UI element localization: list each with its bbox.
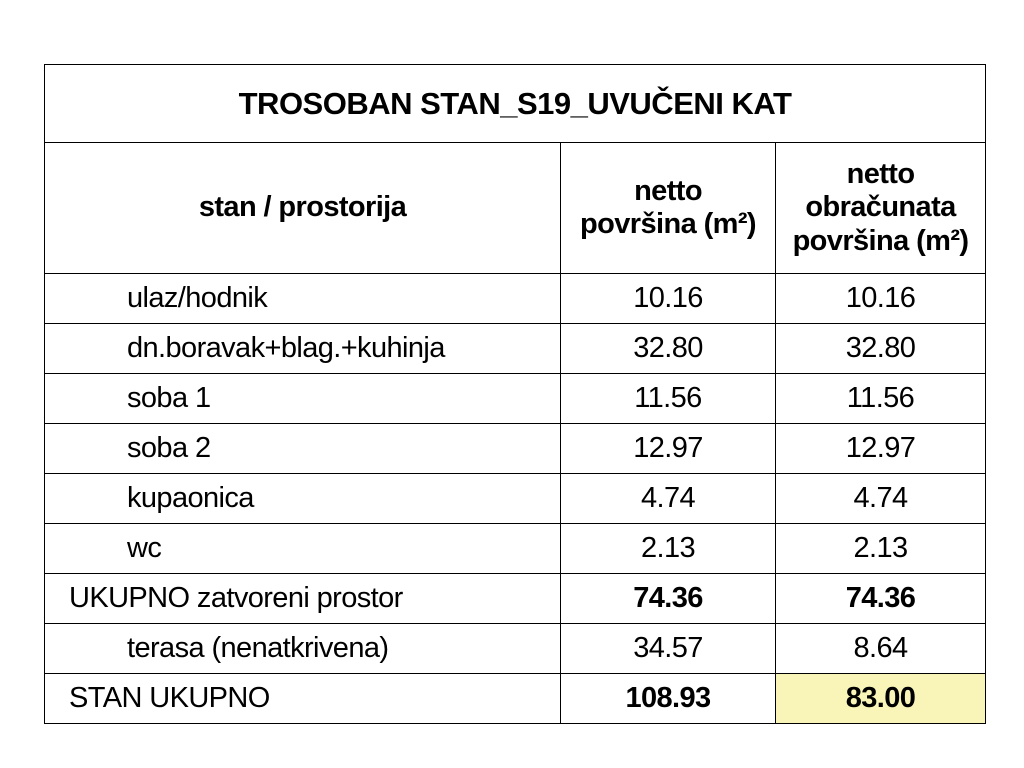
net-area-value: 12.97 [561,424,776,474]
header-net-area-line-2: površina (m²) [580,208,756,240]
room-name: ulaz/hodnik [45,274,561,324]
subtotal-calc-area: 74.36 [776,574,986,624]
header-room: stan / prostorija [45,143,561,274]
table-row [45,474,986,524]
header-net-calc-area-line-3: površina (m²) [792,224,969,257]
calc-area-value: 32.80 [776,324,986,374]
net-area-value: 32.80 [561,324,776,374]
subtotal-row [45,574,986,624]
table-row [45,274,986,324]
room-name: wc [45,524,561,574]
table-row [45,324,986,374]
grand-total-row [45,674,986,724]
net-area-value: 10.16 [561,274,776,324]
calc-area-value: 4.74 [776,474,986,524]
header-net-calc-area [776,143,986,274]
subtotal-label: UKUPNO zatvoreni prostor [45,574,561,624]
header-net-calc-area-line-2: obračunata [805,191,956,224]
room-name: kupaonica [45,474,561,524]
net-area-value: 34.57 [561,624,776,674]
calc-area-value: 12.97 [776,424,986,474]
table-row [45,524,986,574]
table-header-row [45,143,986,274]
calc-area-value: 2.13 [776,524,986,574]
net-area-value: 2.13 [561,524,776,574]
table-title: TROSOBAN STAN_S19_UVUČENI KAT [45,65,986,143]
net-area-value: 4.74 [561,474,776,524]
table-row [45,624,986,674]
table-title-row [45,65,986,143]
grand-total-calc-area: 83.00 [776,674,986,724]
grand-total-net-area: 108.93 [561,674,776,724]
calc-area-value: 11.56 [776,374,986,424]
net-area-value: 11.56 [561,374,776,424]
subtotal-net-area: 74.36 [561,574,776,624]
room-name: dn.boravak+blag.+kuhinja [45,324,561,374]
calc-area-value: 8.64 [776,624,986,674]
table-row [45,374,986,424]
apartment-area-table [44,64,986,724]
room-name: soba 2 [45,424,561,474]
header-net-calc-area-line-1: netto [846,157,915,190]
header-net-area [561,143,776,274]
room-name: terasa (nenatkrivena) [45,624,561,674]
room-name: soba 1 [45,374,561,424]
table-row [45,424,986,474]
calc-area-value: 10.16 [776,274,986,324]
header-net-area-line-1: netto [634,174,702,207]
grand-total-label: STAN UKUPNO [45,674,561,724]
